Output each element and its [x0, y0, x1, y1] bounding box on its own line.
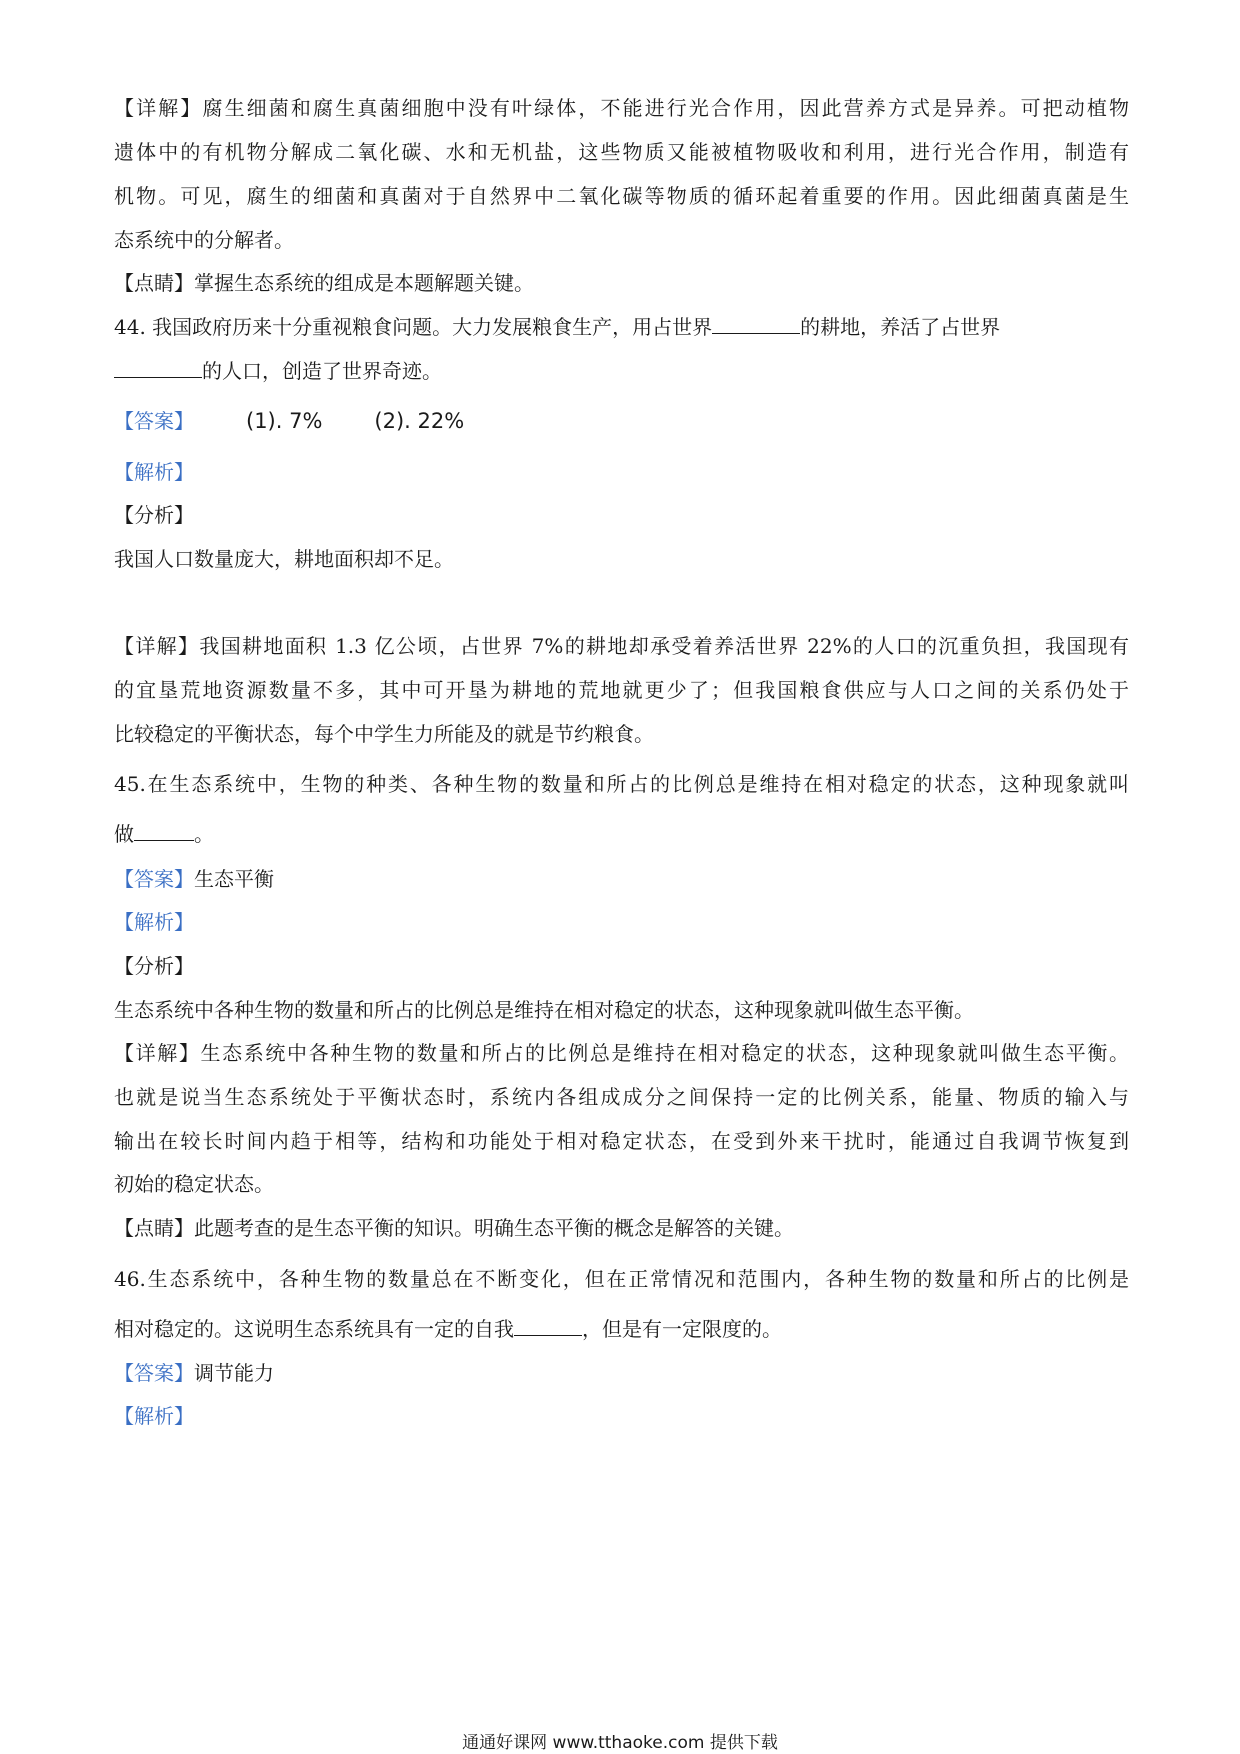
q44-answer — [114, 407, 1129, 435]
q44-detail-line-3: 比较稳定的平衡状态，每个中学生力所能及的就是节约粮食。 — [114, 722, 654, 746]
q43-detail-line-3: 机物。可见，腐生的细菌和真菌对于自然界中二氧化碳等物质的循环起着重要的作用。因此细菌真菌是生 — [114, 184, 1129, 208]
answer-label: 【答案】 — [114, 1361, 194, 1385]
q43-detail-line-2: 遗体中的有机物分解成二氧化碳、水和无机盐，这些物质又能被植物吸收和利用，进行光合作用，制造有 — [114, 140, 1129, 164]
answer-2: (2). 22% — [374, 409, 465, 433]
q45-answer — [114, 865, 1129, 893]
answer-label: 【答案】 — [114, 409, 194, 433]
q45-detail-line-2: 也就是说当生态系统处于平衡状态时，系统内各组成成分之间保持一定的比例关系，能量、物质的输入与 — [114, 1085, 1129, 1109]
detail-label: 【详解】 — [114, 634, 200, 658]
q46-answer — [114, 1359, 1129, 1387]
answer-blank — [514, 1315, 582, 1336]
q43-detail-line-1: 【详解】腐生细菌和腐生真菌细胞中没有叶绿体，不能进行光合作用，因此营养方式是异养。可把动植物 — [114, 96, 1130, 120]
detail-label: 【详解】 — [114, 96, 203, 120]
answer-blank-2 — [114, 357, 202, 378]
q45-analysis-label: 【解析】 — [114, 910, 194, 934]
q45-comment: 【点睛】此题考查的是生态平衡的知识。明确生态平衡的概念是解答的关键。 — [114, 1216, 794, 1240]
comment-label: 【点睛】 — [114, 271, 194, 295]
answer-blank-1 — [712, 313, 800, 334]
answer-label: 【答案】 — [114, 867, 194, 891]
answer-1: (1). 7% — [246, 409, 323, 433]
answer-value: 调节能力 — [194, 1361, 274, 1385]
q43-comment: 【点睛】掌握生态系统的组成是本题解题关键。 — [114, 271, 534, 295]
q44-question-line-1: 44. 我国政府历来十分重视粮食问题。大力发展粮食生产，用占世界 的耕地，养活了占世界 — [114, 315, 1001, 339]
q44-fenxi-label: 【分析】 — [114, 503, 194, 527]
q44-detail-line-2: 的宜垦荒地资源数量不多，其中可开垦为耕地的荒地就更少了；但我国粮食供应与人口之间的关系仍处于 — [114, 678, 1129, 702]
q46-question-line-2: 相对稳定的。这说明生态系统具有一定的自我 ，但是有一定限度的。 — [114, 1317, 782, 1341]
q45-detail-line-1: 【详解】生态系统中各种生物的数量和所占的比例总是维持在相对稳定的状态，这种现象就叫做生态平衡。 — [114, 1041, 1130, 1065]
q44-analysis-label: 【解析】 — [114, 460, 194, 484]
q45-question-line-1: 45.在生态系统中，生物的种类、各种生物的数量和所占的比例总是维持在相对稳定的状态，这种现象就叫 — [114, 772, 1129, 796]
q44-detail-line-1: 【详解】我国耕地面积 1.3 亿公顷，占世界 7%的耕地却承受着养活世界 22%的人口的沉重负担，我国现有 — [114, 634, 1130, 658]
q45-fenxi-label: 【分析】 — [114, 954, 194, 978]
q45-fenxi: 生态系统中各种生物的数量和所占的比例总是维持在相对稳定的状态，这种现象就叫做生态平衡。 — [114, 998, 974, 1022]
q46-analysis-label: 【解析】 — [114, 1404, 194, 1428]
q45-detail-line-4: 初始的稳定状态。 — [114, 1172, 274, 1196]
q44-question-line-2: 的人口，创造了世界奇迹。 — [114, 357, 1129, 385]
answer-blank — [134, 820, 194, 841]
q45-question-line-2: 做 。 — [114, 822, 214, 846]
answer-value: 生态平衡 — [194, 867, 274, 891]
detail-label: 【详解】 — [114, 1041, 201, 1065]
q45-detail-line-3: 输出在较长时间内趋于相等，结构和功能处于相对稳定状态，在受到外来干扰时，能通过自我调节恢复到 — [114, 1129, 1129, 1153]
page-footer: 通通好课网 www.tthaoke.com 提供下载 — [462, 1733, 778, 1753]
q44-fenxi: 我国人口数量庞大，耕地面积却不足。 — [114, 547, 454, 571]
q43-detail-line-4: 态系统中的分解者。 — [114, 228, 294, 252]
q46-question-line-1: 46.生态系统中，各种生物的数量总在不断变化，但在正常情况和范围内，各种生物的数量和所占的比例是 — [114, 1267, 1129, 1291]
comment-label: 【点睛】 — [114, 1216, 194, 1240]
